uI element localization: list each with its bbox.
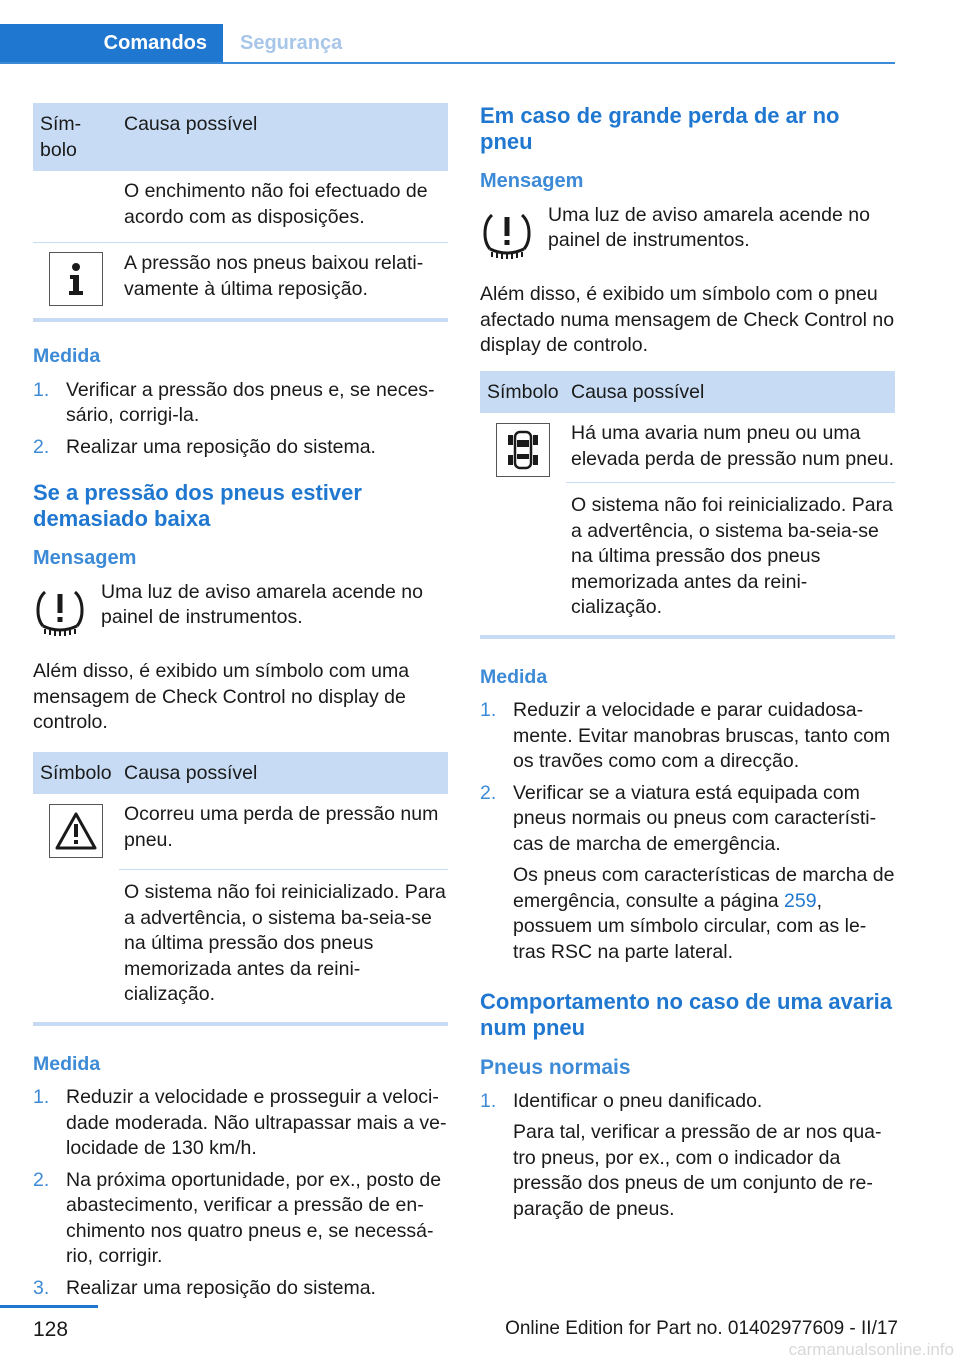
list-item-note: Os pneus com características de marcha de emergência, consulte a página 259, possuem um símbolo circular, com as le-tras RSC na parte lateral. (513, 864, 895, 963)
table-end-rule (33, 1022, 448, 1026)
message-text: Uma luz de aviso amarela acende no painel de instrumentos. (101, 580, 423, 628)
page-number: 128 (33, 1318, 69, 1341)
list-item: 1. Verificar a pressão dos pneus e, se neces-sário, corrigi-la. (33, 378, 435, 426)
message-block (480, 203, 895, 269)
medida-list (480, 698, 895, 965)
message-paragraph: Além disso, é exibido um símbolo com uma mensagem de Check Control no display de controlo. (33, 660, 410, 733)
list-item: 1. Reduzir a velocidade e parar cuidadosa-mente. Evitar manobras bruscas, tanto com os travões como com a direcção. (480, 699, 891, 772)
table-row (480, 413, 895, 482)
table-row (33, 869, 448, 1018)
tab-bar (0, 24, 895, 64)
medida-list (33, 378, 448, 461)
list-item: 2. Na próxima oportunidade, por ex., posto de abastecimento, verificar a pressão de en-chimento nos quatro pneus e, se necessá-rio, corrigir. (33, 1168, 442, 1267)
tab-comandos[interactable]: Comandos (0, 24, 223, 62)
cause-text: A pressão nos pneus baixou relati-vamente à última reposição. (124, 252, 424, 300)
car-tire-icon (496, 423, 550, 477)
cause-text: O enchimento não foi efectuado de acordo com as disposições. (124, 180, 428, 228)
mensagem-heading: Mensagem (33, 547, 137, 569)
header-symbol: Sím- bolo (40, 113, 82, 161)
list-item: 3. Realizar uma reposição do sistema. (33, 1276, 376, 1299)
page-link[interactable]: 259 (784, 889, 817, 912)
message-block (33, 580, 448, 646)
warning-triangle-icon (49, 804, 103, 858)
table-header (33, 752, 448, 795)
table-header (33, 103, 448, 171)
medida-heading: Medida (480, 665, 548, 688)
header-symbol: Símbolo (487, 380, 559, 403)
list-item-note: Para tal, verificar a pressão de ar nos qua-tro pneus, por ex., com o indicador da pressão dos pneus de um conjunto de re-paração de pneus. (513, 1121, 882, 1220)
medida-heading: Medida (33, 345, 101, 367)
symbol-table-2 (33, 752, 448, 1026)
table-end-rule (480, 635, 895, 639)
header-cause: Causa possível (124, 113, 258, 135)
table-row (33, 242, 448, 312)
section-title: Em caso de grande perda de ar no pneu (480, 103, 840, 154)
header-cause: Causa possível (124, 761, 258, 784)
tire-pressure-warning-icon (480, 207, 534, 261)
table-row (480, 482, 895, 631)
symbol-table-3 (480, 371, 895, 639)
section-title: Comportamento no caso de uma avaria num pneu (480, 989, 892, 1040)
table-header (480, 371, 895, 414)
cause-text: O sistema não foi reinicializado. Para a advertência, o sistema ba-seia-se na última pressão dos pneus memorizada antes da reini-cialização. (119, 869, 448, 1018)
medida-list (33, 1085, 448, 1301)
steps-list (480, 1089, 895, 1223)
right-column (480, 103, 895, 1228)
tab-seguranca[interactable]: Segurança (240, 32, 343, 54)
table-row (33, 794, 448, 869)
subsection-title: Pneus normais (480, 1056, 631, 1079)
medida-heading: Medida (33, 1052, 101, 1075)
edition-text: Online Edition for Part no. 01402977609 - II/17 (505, 1318, 898, 1339)
info-icon (49, 252, 103, 306)
message-paragraph: Além disso, é exibido um símbolo com o pneu afectado numa mensagem de Check Control no display de controlo. (480, 283, 895, 356)
list-item: 1. Identificar o pneu danificado. (480, 1089, 763, 1112)
header-symbol: Símbolo (40, 761, 112, 784)
table-end-rule (33, 318, 448, 322)
tire-pressure-warning-icon (33, 584, 87, 638)
header-cause: Causa possível (571, 380, 705, 403)
list-item: 1. Reduzir a velocidade e prosseguir a veloci-dade moderada. Não ultrapassar mais a ve-locidade de 130 km/h. (33, 1086, 447, 1159)
cause-text: O sistema não foi reinicializado. Para a advertência, o sistema ba-seia-se na última pressão dos pneus memorizada antes da reini-cialização. (566, 482, 895, 631)
section-title: Se a pressão dos pneus estiver demasiado baixa (33, 480, 362, 531)
mensagem-heading: Mensagem (480, 170, 584, 192)
cause-text: Ocorreu uma perda de pressão num pneu. (124, 803, 439, 851)
message-text: Uma luz de aviso amarela acende no painel de instrumentos. (548, 203, 870, 251)
left-column (33, 103, 448, 1307)
table-row (33, 171, 448, 242)
symbol-table-1 (33, 103, 448, 322)
list-item: 2. Realizar uma reposição do sistema. (33, 435, 376, 458)
footer-rule (0, 1305, 98, 1308)
cause-text: Há uma avaria num pneu ou uma elevada perda de pressão num pneu. (571, 422, 895, 470)
list-item: 2. Verificar se a viatura está equipada com pneus normais ou pneus com característi-cas de marcha de emergência. (480, 781, 877, 855)
watermark: carmanualsonline.info (788, 1340, 954, 1359)
